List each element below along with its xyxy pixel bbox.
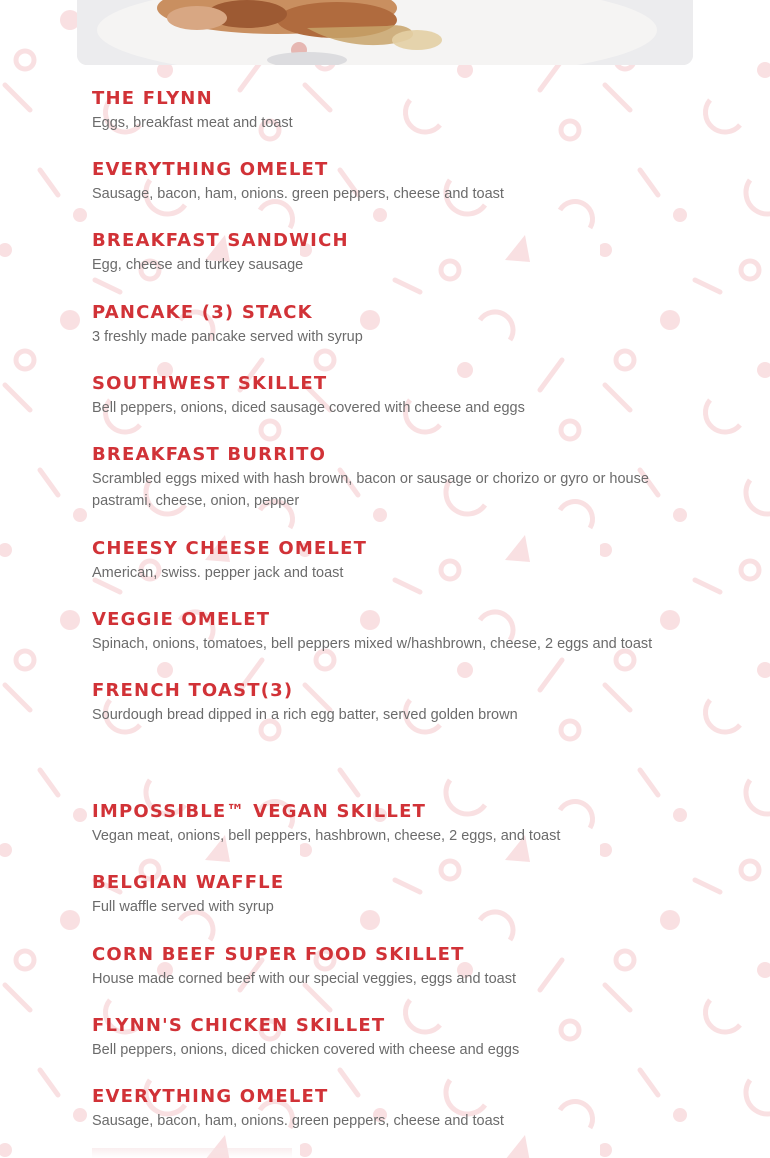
menu-item [92, 942, 692, 990]
menu-item-description: Bell peppers, onions, diced chicken covered with cheese and eggs [92, 1042, 520, 1058]
menu-item-description: Eggs, breakfast meat and toast [92, 115, 293, 131]
next-item-fade [92, 1148, 292, 1158]
menu-item [92, 607, 692, 655]
menu-item-name: IMPOSSIBLE™ VEGAN SKILLET [92, 801, 427, 822]
menu-item [92, 870, 692, 918]
hero-food-image [77, 0, 693, 65]
menu-item-description: Vegan meat, onions, bell peppers, hashbrown, cheese, 2 eggs, and toast [92, 828, 561, 844]
menu-item [92, 1084, 692, 1132]
menu-item-description: Egg, cheese and turkey sausage [92, 257, 304, 273]
menu-item-description: Full waffle served with syrup [92, 899, 274, 915]
menu-item-description: Scrambled eggs mixed with hash brown, bacon or sausage or chorizo or gyro or house pastrami, cheese, onion, pepper [92, 471, 649, 509]
menu-item-name: BELGIAN WAFFLE [92, 872, 285, 893]
menu-item-name: SOUTHWEST SKILLET [92, 373, 328, 394]
menu-item-name: VEGGIE OMELET [92, 609, 271, 630]
menu-item-name: FLYNN'S CHICKEN SKILLET [92, 1015, 386, 1036]
menu-item [92, 300, 692, 348]
menu-item-description: Spinach, onions, tomatoes, bell peppers mixed w/hashbrown, cheese, 2 eggs and toast [92, 636, 653, 652]
menu-item [92, 86, 692, 134]
menu-item [92, 799, 692, 847]
menu-item-description: Sausage, bacon, ham, onions. green peppers, cheese and toast [92, 186, 504, 202]
menu-item-name: BREAKFAST BURRITO [92, 444, 327, 465]
menu-item [92, 536, 692, 584]
menu-item-name: FRENCH TOAST(3) [92, 680, 294, 701]
menu-item-name: PANCAKE (3) STACK [92, 302, 313, 323]
menu-item [92, 678, 692, 726]
menu-item-description: House made corned beef with our special veggies, eggs and toast [92, 971, 516, 987]
food-photo-icon [77, 0, 693, 65]
menu-item-name: CORN BEEF SUPER FOOD SKILLET [92, 944, 465, 965]
menu-item [92, 157, 692, 205]
menu-item-name: EVERYTHING OMELET [92, 1086, 329, 1107]
menu-item [92, 442, 692, 512]
menu-item-name: BREAKFAST SANDWICH [92, 230, 349, 251]
menu-item-name: THE FLYNN [92, 88, 213, 109]
menu-item [92, 1013, 692, 1061]
menu-item-description: Sourdough bread dipped in a rich egg batter, served golden brown [92, 707, 518, 723]
menu-item [92, 371, 692, 419]
menu-item-description: Bell peppers, onions, diced sausage covered with cheese and eggs [92, 400, 525, 416]
menu-item-name: CHEESY CHEESE OMELET [92, 538, 368, 559]
menu-item [92, 228, 692, 276]
menu-item-name: EVERYTHING OMELET [92, 159, 329, 180]
menu-item-description: American, swiss. pepper jack and toast [92, 565, 344, 581]
menu-item-description: 3 freshly made pancake served with syrup [92, 329, 363, 345]
menu-item-description: Sausage, bacon, ham, onions. green peppers, cheese and toast [92, 1113, 504, 1129]
